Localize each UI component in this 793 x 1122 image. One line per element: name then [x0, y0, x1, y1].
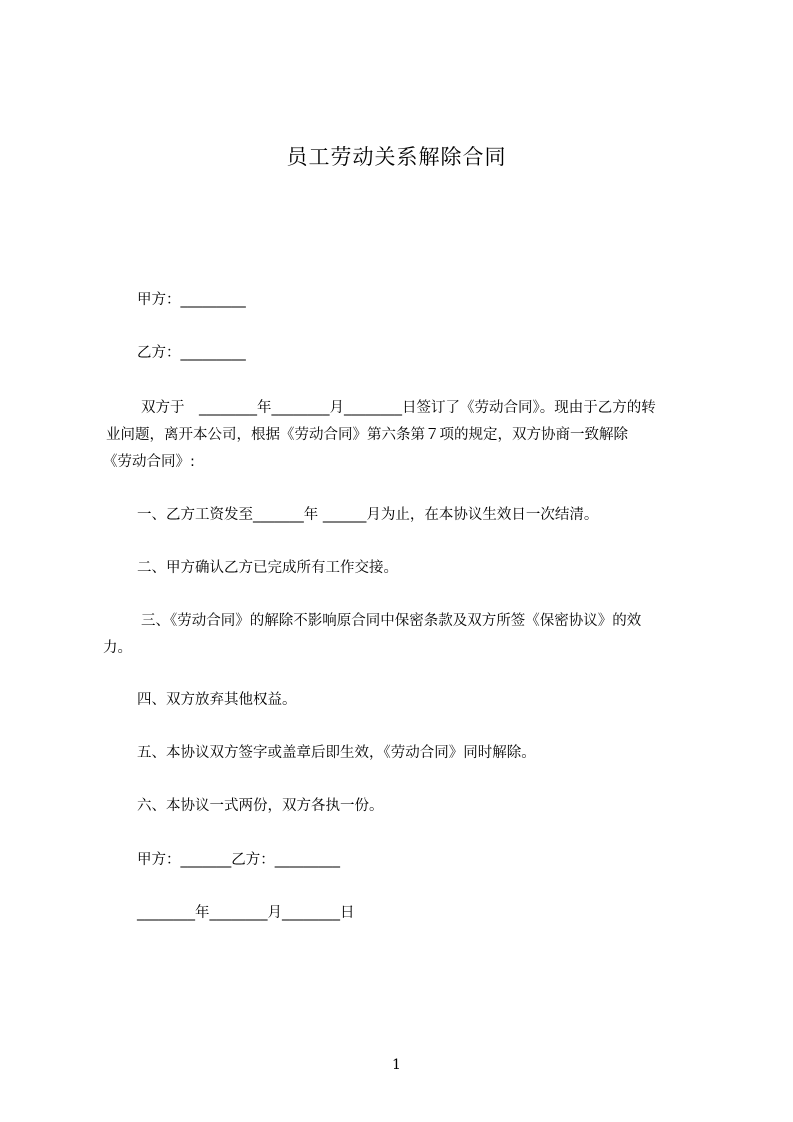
party-b-line: 乙方：_________: [137, 345, 246, 361]
clause-6: 六、本协议一式两份，双方各执一份。: [137, 798, 384, 814]
clause-2: 二、甲方确认乙方已完成所有工作交接。: [137, 560, 398, 576]
intro-line-2: 业问题，离开本公司，根据《劳动合同》第六条第７项的规定，双方协商一致解除: [106, 427, 628, 443]
page-number: 1: [392, 1057, 401, 1073]
clause-3-line-1: 三、《劳动合同》的解除不影响原合同中保密条款及双方所签《保密协议》的效: [141, 613, 642, 629]
clause-4: 四、双方放弃其他权益。: [137, 692, 297, 708]
document-title: 员工劳动关系解除合同: [286, 145, 507, 169]
clause-3-line-2: 力。: [103, 640, 132, 656]
intro-line-1: 双方于 ________年________月________日签订了《劳动合同》。现由于乙方的转: [141, 400, 656, 416]
date-line: ________年________月________日: [137, 905, 355, 921]
clause-5: 五、本协议双方签字或盖章后即生效，《劳动合同》同时解除。: [137, 745, 536, 761]
party-a-line: 甲方：_________: [137, 292, 246, 308]
signature-line: 甲方：_______乙方：_________: [137, 852, 340, 868]
clause-1: 一、乙方工资发至_______年 ______月为止，在本协议生效日一次结清。: [137, 507, 599, 523]
intro-line-3: 《劳动合同》:: [103, 454, 195, 470]
